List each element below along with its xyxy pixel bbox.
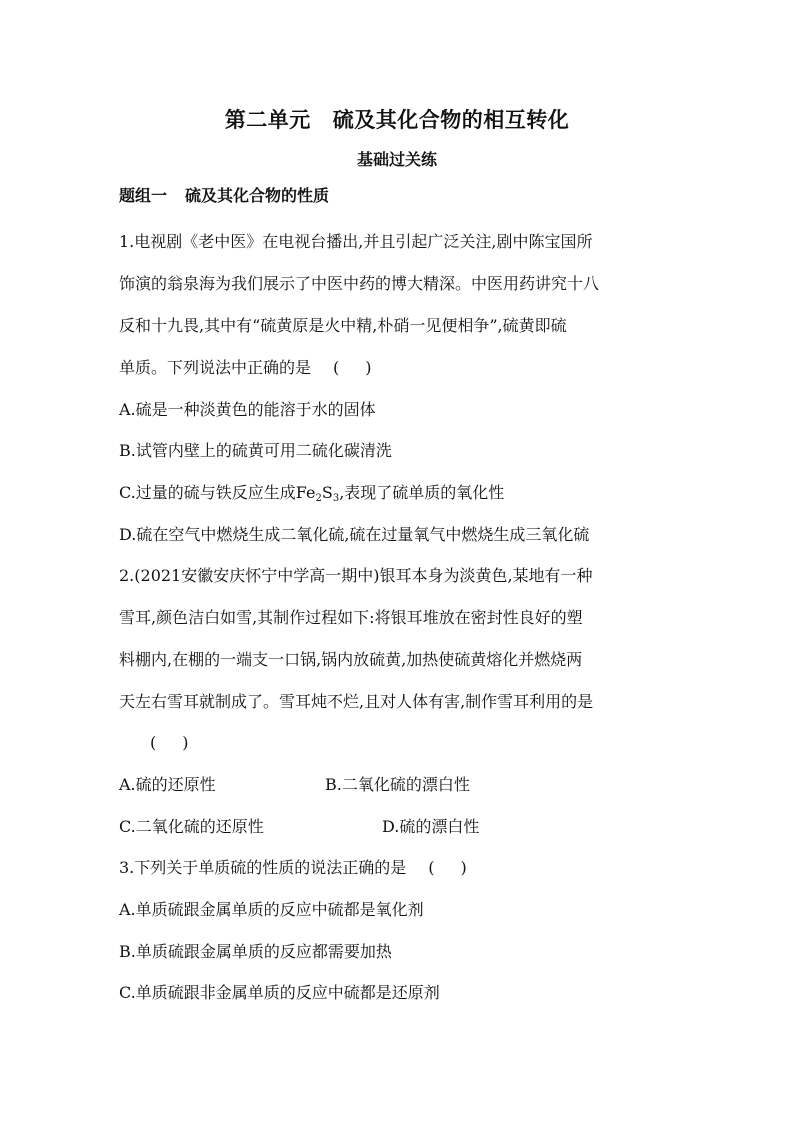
q2-line-3: 料棚内,在棚的一端支一口锅,锅内放硫黄,加热使硫黄熔化并燃烧两 [119, 650, 583, 669]
title-unit: 第二单元 [224, 107, 311, 132]
group-heading [119, 186, 329, 206]
page-title [0, 104, 794, 134]
q3-line-1 [119, 858, 467, 878]
title-topic: 硫及其化合物的相互转化 [332, 107, 570, 132]
q1-line-2: 饰演的翁泉海为我们展示了中医中药的博大精深。中医用药讲究十八 [119, 274, 600, 293]
q1-option-b: B.试管内壁上的硫黄可用二硫化碳清洗 [119, 441, 392, 460]
q1-option-a: A.硫是一种淡黄色的能溶于水的固体 [119, 400, 376, 419]
q1-stem-end: 单质。下列说法中正确的是 [119, 358, 312, 377]
q2-option-c: C.二氧化硫的还原性 [119, 817, 264, 836]
q1-line-3: 反和十九畏,其中有“硫黄原是火中精,朴硝一见便相争”,硫黄即硫 [119, 316, 567, 335]
group-topic: 硫及其化合物的性质 [185, 186, 330, 205]
q2-option-a: A.硫的还原性 [119, 775, 216, 794]
q1-option-c: C.过量的硫与铁反应生成$Fe_2S_3$,表现了硫单质的氧化性 [119, 483, 505, 504]
q1-line-1: 1.电视剧《老中医》在电视台播出,并且引起广泛关注,剧中陈宝国所 [119, 232, 593, 251]
q2-line-2: 雪耳,颜色洁白如雪,其制作过程如下:将银耳堆放在密封性良好的塑 [119, 608, 583, 627]
answer-blank: ( ) [150, 733, 189, 752]
answer-blank: ( ) [428, 858, 467, 877]
q3-stem: 3.下列关于单质硫的性质的说法正确的是 [119, 858, 407, 877]
q2-line-4: 天左右雪耳就制成了。雪耳炖不烂,且对人体有害,制作雪耳利用的是 [119, 692, 594, 711]
q3-option-c: C.单质硫跟非金属单质的反应中硫都是还原剂 [119, 983, 440, 1002]
group-label: 题组一 [119, 186, 168, 205]
q2-option-d: D.硫的漂白性 [382, 817, 480, 836]
answer-blank: ( ) [333, 358, 372, 377]
q2-option-b: B.二氧化硫的漂白性 [325, 775, 470, 794]
q3-option-b: B.单质硫跟金属单质的反应都需要加热 [119, 942, 392, 961]
q3-option-a: A.单质硫跟金属单质的反应中硫都是氧化剂 [119, 900, 424, 919]
q1-option-d: D.硫在空气中燃烧生成二氧化硫,硫在过量氧气中燃烧生成三氧化硫 [119, 525, 590, 544]
section-subtitle: 基础过关练 [356, 150, 437, 169]
q1-line-4 [119, 358, 372, 378]
q2-line-1: 2.(2021安徽安庆怀宁中学高一期中)银耳本身为淡黄色,某地有一种 [119, 566, 593, 585]
